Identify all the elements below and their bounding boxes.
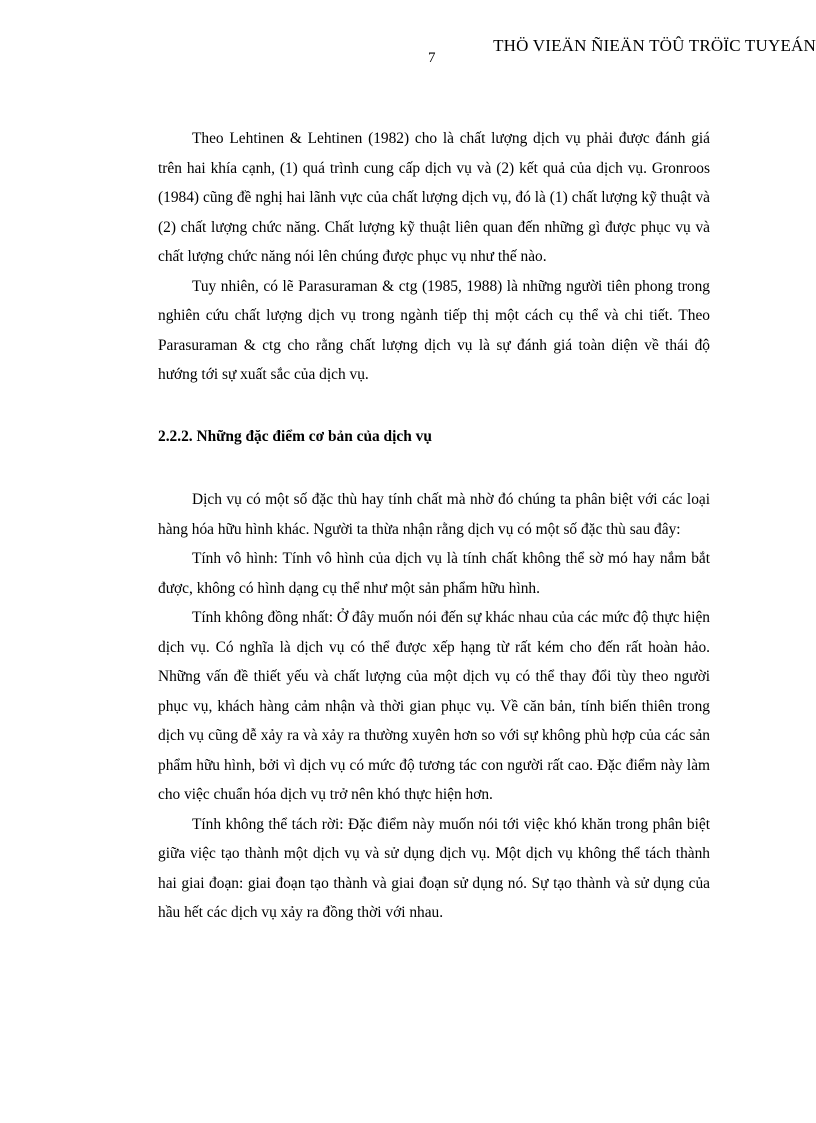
paragraph: Tuy nhiên, có lẽ Parasuraman & ctg (1985, 1988) là những người tiên phong trong nghiên cứu chất lượng dịch vụ trong ngành tiếp thị một cách cụ thể và chi tiết. Theo Parasuraman & ctg cho rằng chất lượng dịch vụ là sự đánh giá toàn diện về thái độ hướng tới sự xuất sắc của dịch vụ. <box>158 277 710 383</box>
header-watermark: THÖ VIEÄN ÑIEÄN TÖÛ TRÖÏC TUYEÁN <box>493 36 816 55</box>
paragraph: Tính vô hình: Tính vô hình của dịch vụ là tính chất không thể sờ mó hay nắm bắt được, không có hình dạng cụ thể như một sản phẩm hữu hình. <box>158 550 710 597</box>
page-number: 7 <box>428 50 436 66</box>
document-body <box>158 124 710 928</box>
paragraph: Tính không thể tách rời: Đặc điểm này muốn nói tới việc khó khăn trong phân biệt giữa việc tạo thành một dịch vụ và sử dụng dịch vụ. Một dịch vụ không thể tách thành hai giai đoạn: giai đoạn tạo thành và giai đoạn sử dụng nó. Sự tạo thành và sử dụng của hầu hết các dịch vụ xảy ra đồng thời với nhau. <box>158 815 710 921</box>
paragraph: Tính không đồng nhất: Ở đây muốn nói đến sự khác nhau của các mức độ thực hiện dịch vụ. Có nghĩa là dịch vụ có thể được xếp hạng từ rất kém cho đến rất hoàn hảo. Những vấn đề thiết yếu và chất lượng của một dịch vụ có thể thay đổi tùy theo người phục vụ, khách hàng cảm nhận và thời gian phục vụ. Về căn bản, tính biến thiên trong dịch vụ cũng dễ xảy ra và xảy ra thường xuyên hơn so với sự không phù hợp của các sản phẩm hữu hình, bởi vì dịch vụ có mức độ tương tác con người rất cao. Đặc điểm này làm cho việc chuẩn hóa dịch vụ trở nên khó thực hiện hơn. <box>158 609 710 803</box>
section-heading: 2.2.2. Những đặc điểm cơ bản của dịch vụ <box>158 427 432 445</box>
paragraph: Theo Lehtinen & Lehtinen (1982) cho là chất lượng dịch vụ phải được đánh giá trên hai khía cạnh, (1) quá trình cung cấp dịch vụ và (2) kết quả của dịch vụ. Gronroos (1984) cũng đề nghị hai lãnh vực của chất lượng dịch vụ, đó là (1) chất lượng kỹ thuật và (2) chất lượng chức năng. Chất lượng kỹ thuật liên quan đến những gì được phục vụ và chất lượng chức năng nói lên chúng được phục vụ như thế nào. <box>158 130 710 265</box>
paragraph: Dịch vụ có một số đặc thù hay tính chất mà nhờ đó chúng ta phân biệt với các loại hàng hóa hữu hình khác. Người ta thừa nhận rằng dịch vụ có một số đặc thù sau đây: <box>158 491 710 538</box>
